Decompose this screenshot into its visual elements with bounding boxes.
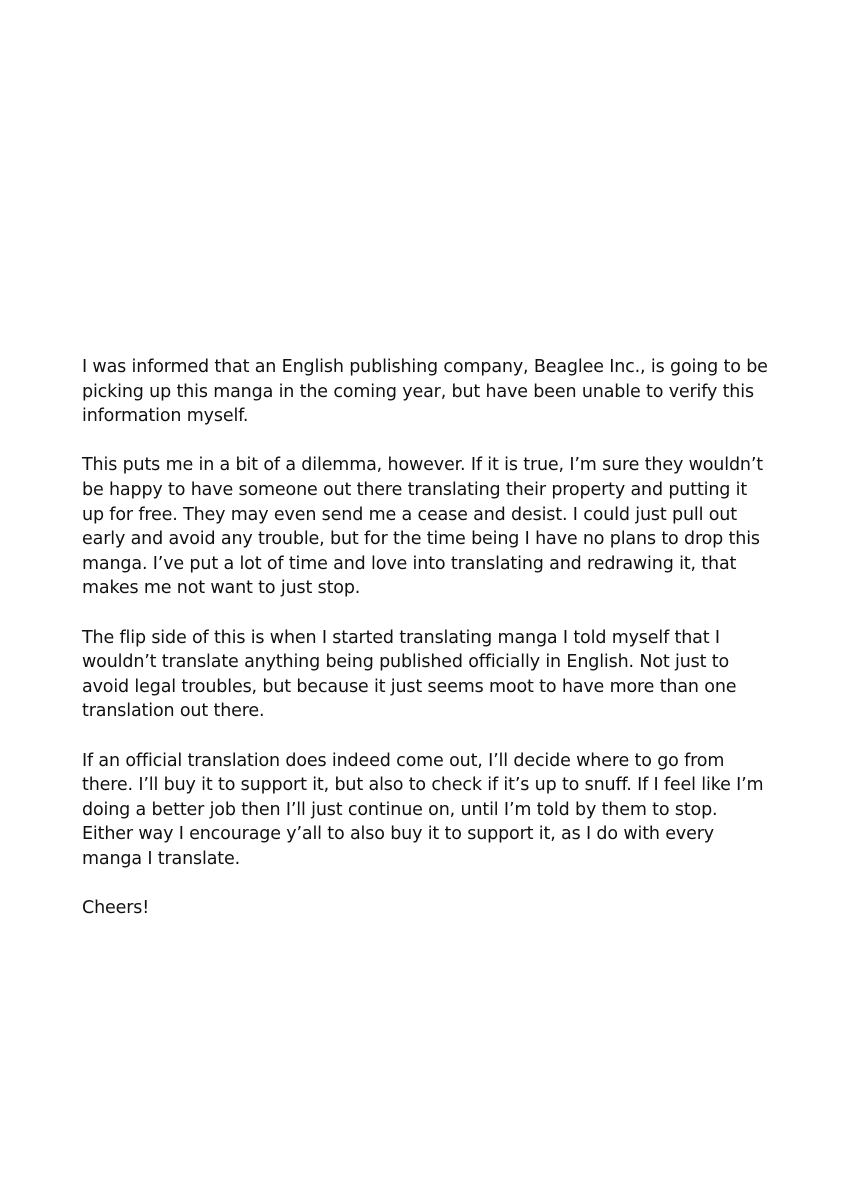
translator-note — [82, 355, 772, 921]
paragraph-dilemma: This puts me in a bit of a dilemma, however. If it is true, I’m sure they wouldn’t be happy to have someone out there translating their property and putting it up for free. They may even send me a cease and desist. I could just pull out early and avoid any trouble, but for the time being I have no plans to drop this manga. I’ve put a lot of time and love into translating and redrawing it, that makes me not want to just stop. — [82, 455, 763, 599]
paragraph-publishing-info: I was informed that an English publishing company, Beaglee Inc., is going to be picking up this manga in the coming year, but have been unable to verify this information myself. — [82, 357, 768, 427]
paragraph-official-release: If an official translation does indeed come out, I’ll decide where to go from there. I’ll buy it to support it, but also to check if it’s up to snuff. If I feel like I’m doing a better job then I’ll just continue on, until I’m told by them to stop. Either way I encourage y’all to also buy it to support it, as I do with every manga I translate. — [82, 750, 764, 869]
paragraph-sign-off: Cheers! — [82, 898, 150, 919]
paragraph-flip-side: The flip side of this is when I started translating manga I told myself that I wouldn’t translate anything being published officially in English. Not just to avoid legal troubles, but because it just seems moot to have more than one translation out there. — [82, 627, 737, 722]
